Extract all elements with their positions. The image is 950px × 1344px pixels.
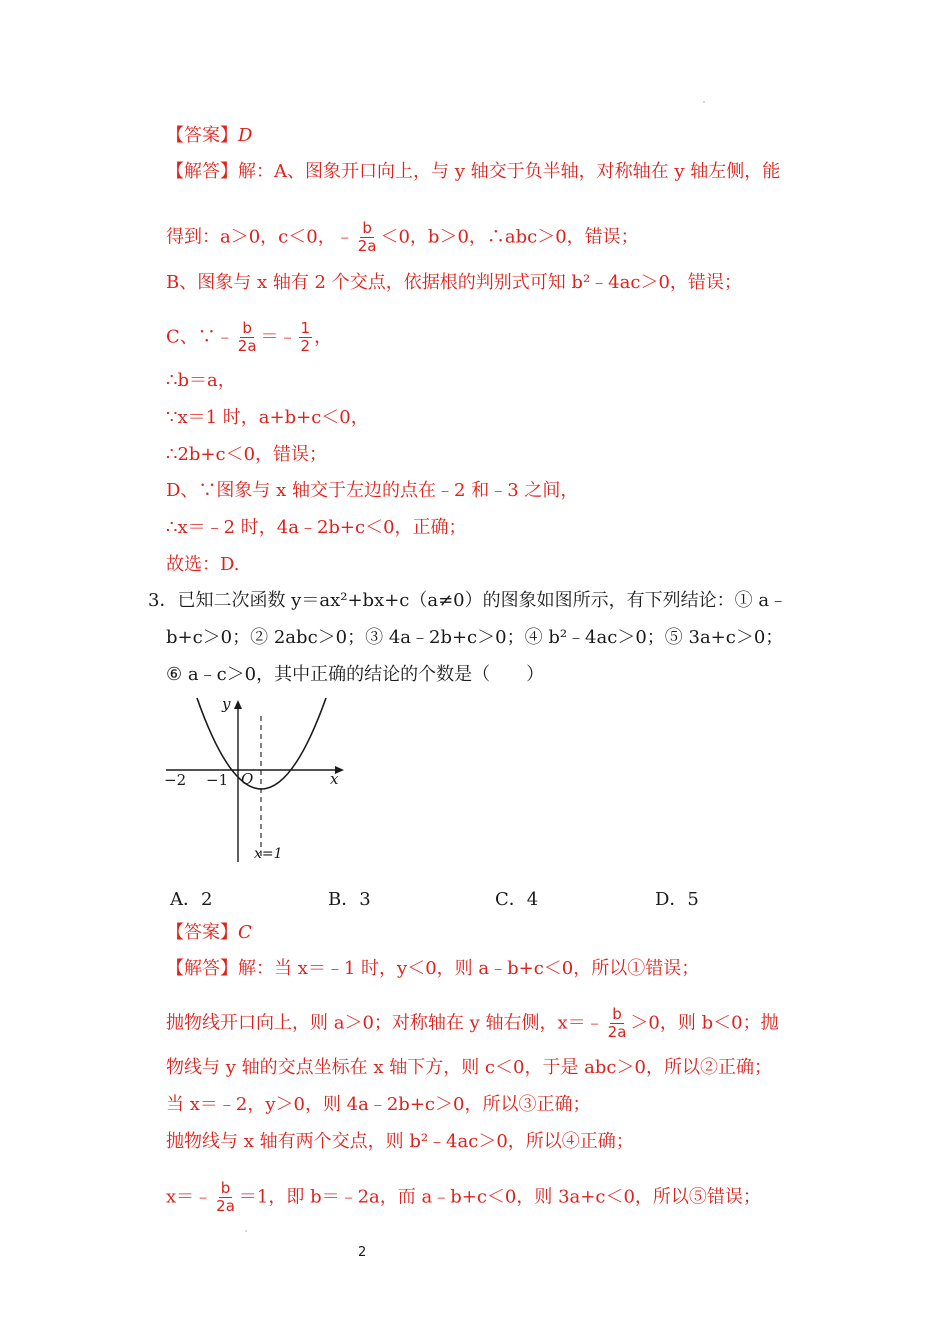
solution1-line-10: 故选：D. <box>166 554 240 575</box>
tick-neg1: −1 <box>206 771 229 789</box>
solution1-line-8: D、∵图象与 x 轴交于左边的点在﹣2 和﹣3 之间， <box>166 480 579 501</box>
speck <box>245 1230 247 1232</box>
origin-label: O <box>241 770 254 788</box>
y-axis-arrow <box>234 700 242 709</box>
x-axis-label: x <box>330 770 339 788</box>
speck <box>703 101 705 103</box>
fraction-b-over-2a: $\frac{b}{2a}$ <box>216 1179 235 1215</box>
solution1-line-9: ∴x＝﹣2 时，4a﹣2b+c＜0，正确； <box>166 517 467 538</box>
question3-line-2: b+c＞0；② 2abc＞0；③ 4a﹣2b+c＞0；④ b²﹣4ac＞0；⑤ 3a+c＞0； <box>166 627 784 648</box>
solution3-line-1: 【解答】解：当 x＝﹣1 时，y＜0，则 a﹣b+c＜0，所以①错误； <box>166 958 700 979</box>
solution1-line-3: B、图象与 x 轴有 2 个交点，依据根的判别式可知 b²﹣4ac＞0，错误； <box>166 272 742 293</box>
fraction-b-over-2a: $\frac{b}{2a}$ <box>357 219 377 255</box>
solution3-line-2: 抛物线开口向上，则 a＞0；对称轴在 y 轴右侧，x＝﹣ $\frac{b}{2a}$ ＞0，则 b＜0；抛 <box>166 1005 779 1041</box>
option-a: A．2 <box>170 889 213 910</box>
solution1-line-2: 得到：a＞0，c＜0，﹣ $\frac{b}{2a}$ ＜0，b＞0，∴abc＞0，错误； <box>166 219 639 255</box>
solution3-line-4: 当 x＝﹣2，y＞0，则 4a﹣2b+c＞0，所以③正确； <box>166 1094 591 1115</box>
y-axis-label: y <box>222 695 231 713</box>
option-c: C．4 <box>495 889 539 910</box>
solution1-line-5: ∴b＝a， <box>166 370 236 391</box>
question3-line-1: 3．已知二次函数 y＝ax²+bx+c（a≠0）的图象如图所示，有下列结论：① a﹣ <box>148 590 788 611</box>
solution1-line-6: ∵x＝1 时，a+b+c＜0， <box>166 407 369 428</box>
option-d: D．5 <box>655 889 699 910</box>
fraction-b-over-2a: $\frac{b}{2a}$ <box>607 1005 627 1041</box>
solution1-line-7: ∴2b+c＜0，错误； <box>166 444 328 465</box>
symmetry-axis-label: x=1 <box>254 846 283 862</box>
page-number: 2 <box>358 1245 367 1260</box>
solution3-line-6: x＝﹣ $\frac{b}{2a}$ ＝1，即 b＝﹣2a，而 a﹣b+c＜0，则 3a+c＜0，所以⑤错误； <box>166 1179 761 1215</box>
solution1-line-4: C、∵﹣ $\frac{b}{2a}$ ＝﹣ $\frac{1}{2}$ ， <box>166 319 333 355</box>
option-b: B．3 <box>328 889 371 910</box>
fraction-b-over-2a: $\frac{b}{2a}$ <box>237 319 257 355</box>
solution3-line-3: 物线与 y 轴的交点坐标在 x 轴下方，则 c＜0，于是 abc＞0，所以②正确； <box>166 1057 772 1078</box>
fraction-one-half: $\frac{1}{2}$ <box>300 319 311 355</box>
tick-neg2: −2 <box>164 771 187 789</box>
parabola-graph <box>160 690 350 870</box>
solution1-line-1: 【解答】解：A、图象开口向上，与 y 轴交于负半轴，对称轴在 y 轴左侧，能 <box>166 161 781 182</box>
answer-line-3: 【答案】C <box>166 922 252 943</box>
question3-line-3: ⑥ a﹣c＞0，其中正确的结论的个数是（ ） <box>166 664 545 685</box>
answer-line-1: 【答案】D <box>166 125 253 146</box>
solution3-line-5: 抛物线与 x 轴有两个交点，则 b²﹣4ac＞0，所以④正确； <box>166 1131 634 1152</box>
